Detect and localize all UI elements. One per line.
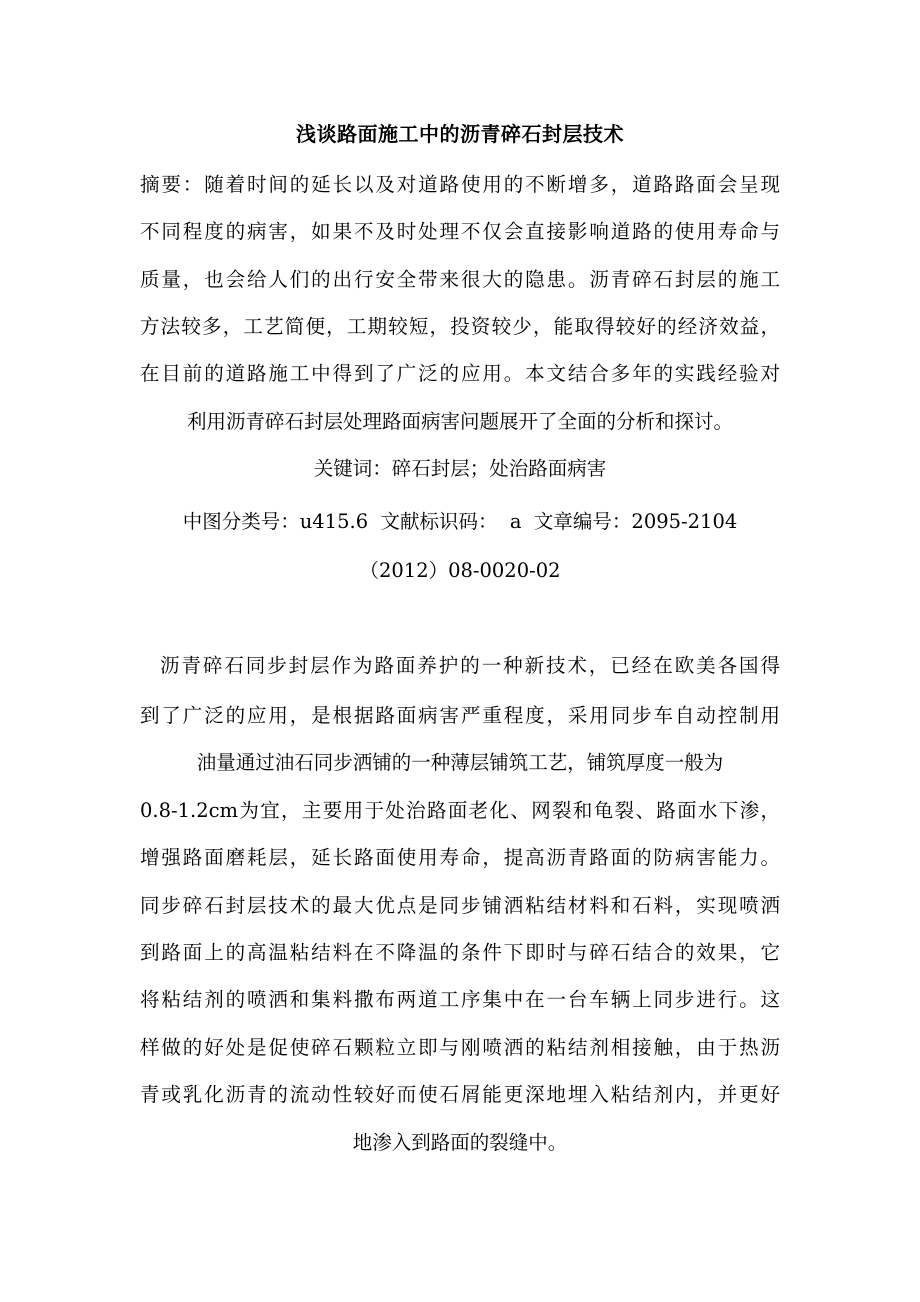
keywords: 关键词：碎石封层；处治路面病害 — [313, 457, 607, 480]
article-title: 浅谈路面施工中的沥青碎石封层技术 — [296, 122, 624, 146]
issue-number: （2012）08-0020-02 — [359, 559, 561, 582]
body-line: 到路面上的高温粘结料在不降温的条件下即时与碎石结合的效果，它 — [140, 941, 780, 964]
body-line: 青或乳化沥青的流动性较好而使石屑能更深地埋入粘结剂内，并更好 — [140, 1083, 780, 1106]
body-line: 将粘结剂的喷洒和集料撒布两道工序集中在一台车辆上同步进行。这 — [140, 988, 780, 1011]
body-line: 沥青碎石同步封层作为路面养护的一种新技术，已经在欧美各国得 — [160, 654, 780, 677]
body-line: 地渗入到路面的裂缝中。 — [352, 1131, 568, 1154]
abstract-line: 方法较多，工艺简便，工期较短，投资较少，能取得较好的经济效益， — [140, 315, 780, 338]
abstract-line: 利用沥青碎石封层处理路面病害问题展开了全面的分析和探讨。 — [186, 410, 733, 433]
body-line: 油量通过油石同步洒铺的一种薄层铺筑工艺，铺筑厚度一般为 — [196, 751, 724, 774]
body-line: 到了广泛的应用，是根据路面病害严重程度，采用同步车自动控制用 — [140, 704, 780, 727]
abstract-line: 摘要：随着时间的延长以及对道路使用的不断增多，道路路面会呈现 — [140, 173, 780, 196]
body-line: 0.8-1.2cm为宜，主要用于处治路面老化、网裂和龟裂、路面水下渗， — [140, 799, 780, 822]
abstract-line: 质量，也会给人们的出行安全带来很大的隐患。沥青碎石封层的施工 — [140, 268, 780, 291]
body-line: 增强路面磨耗层，延长路面使用寿命，提高沥青路面的防病害能力。 — [140, 846, 780, 869]
body-line: 同步碎石封层技术的最大优点是同步铺洒粘结材料和石料，实现喷洒 — [140, 894, 780, 917]
body-line: 样做的好处是促使碎石颗粒立即与刚喷洒的粘结剂相接触，由于热沥 — [140, 1036, 780, 1059]
abstract-line: 在目前的道路施工中得到了广泛的应用。本文结合多年的实践经验对 — [140, 362, 780, 385]
abstract-line: 不同程度的病害，如果不及时处理不仅会直接影响道路的使用寿命与 — [140, 220, 780, 243]
classification-info: 中图分类号：u415.6 文献标识码： a 文章编号：2095-2104 — [182, 510, 738, 533]
